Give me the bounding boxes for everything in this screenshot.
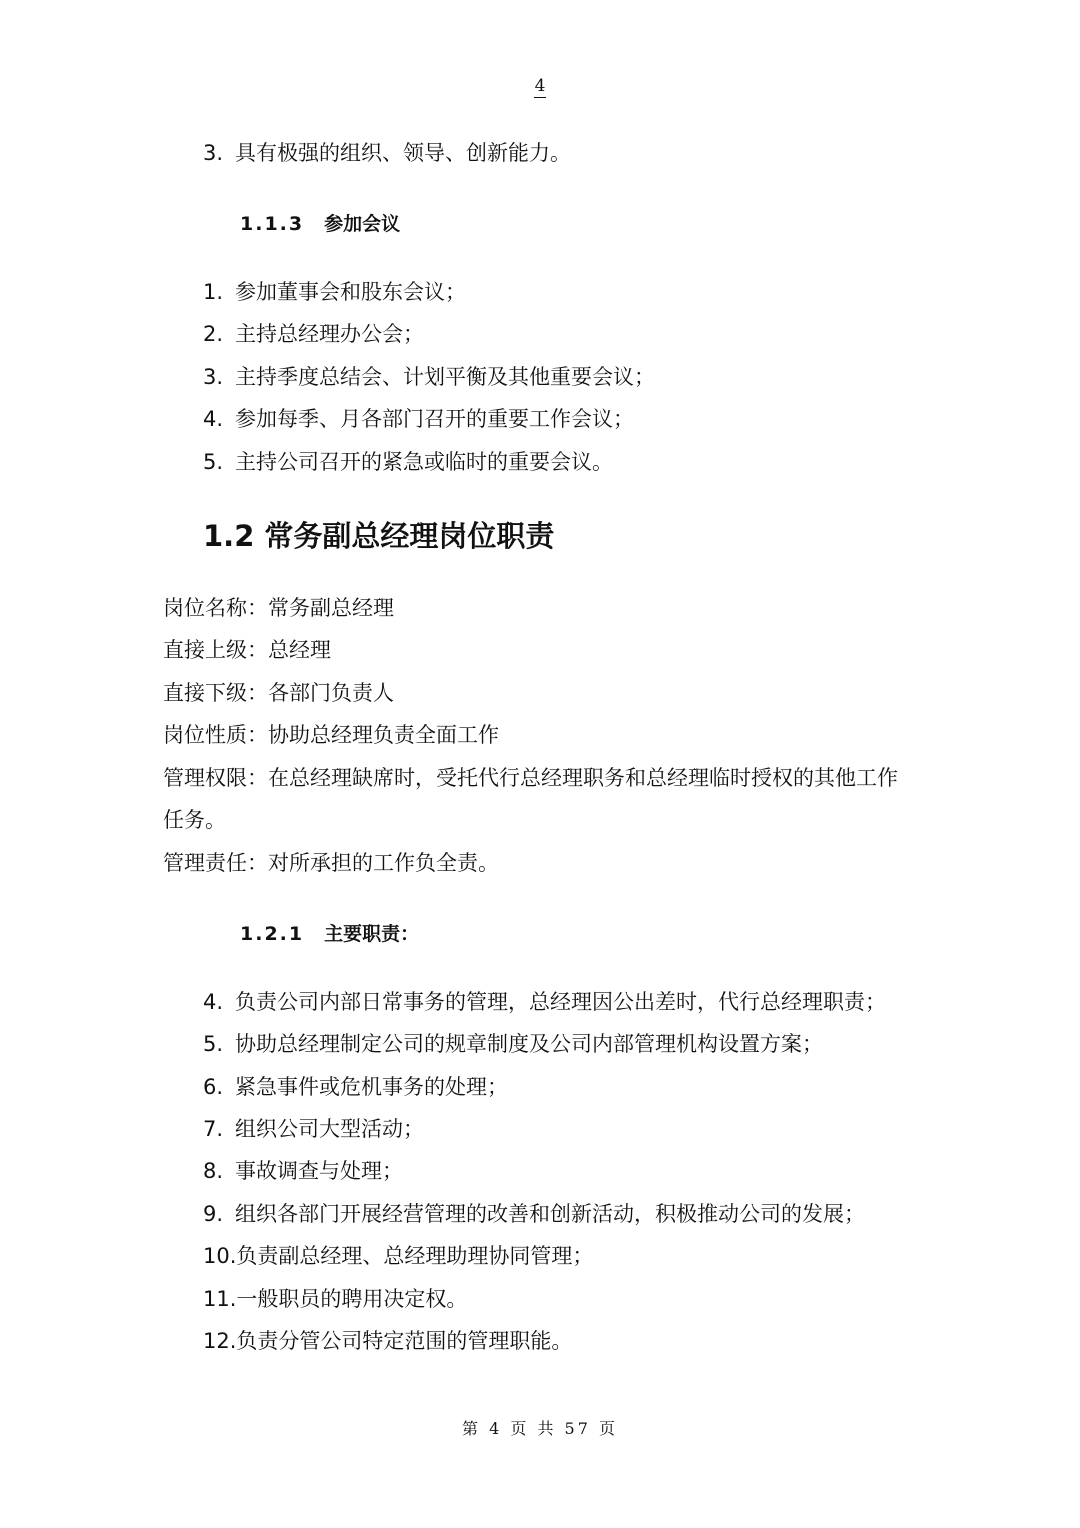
info-line-responsibility: 管理责任：对所承担的工作负全责。: [163, 851, 499, 875]
list-item: [203, 320, 424, 348]
list-item-number: 5.: [203, 1032, 224, 1056]
list-item-number: 8.: [203, 1159, 224, 1183]
list-item: [203, 988, 886, 1016]
info-line-authority-continued: 任务。: [163, 808, 226, 832]
list-item-number: 6.: [203, 1075, 224, 1099]
list-item: [203, 405, 634, 433]
list-item: [203, 1200, 865, 1228]
list-item-text: 负责副总经理、总经理助理协同管理；: [236, 1244, 594, 1268]
list-item-number: 9.: [203, 1202, 224, 1226]
list-item: [203, 139, 571, 167]
list-item-number: 11.: [203, 1287, 237, 1311]
list-item: [203, 1157, 403, 1185]
list-item-number: 3.: [203, 141, 224, 165]
list-item-text: 参加每季、月各部门召开的重要工作会议；: [235, 407, 634, 431]
list-item-number: 5.: [203, 450, 224, 474]
list-item-number: 7.: [203, 1117, 224, 1141]
list-item: [203, 363, 655, 391]
section-number: 1.2: [203, 519, 255, 553]
list-item-text: 负责分管公司特定范围的管理职能。: [236, 1329, 573, 1353]
list-item-number: 4.: [203, 990, 224, 1014]
header-page-number-text: 4: [534, 76, 546, 96]
list-item-text: 组织各部门开展经营管理的改善和创新活动，积极推动公司的发展；: [235, 1202, 865, 1226]
list-item-text: 主持总经理办公会；: [235, 322, 424, 346]
list-item: [203, 1242, 593, 1270]
list-item-text: 参加董事会和股东会议；: [235, 280, 466, 304]
subsection-title: 参加会议: [324, 213, 401, 235]
list-item-text: 主持季度总结会、计划平衡及其他重要会议；: [235, 365, 655, 389]
list-item: [203, 1285, 467, 1313]
header-page-number: [0, 76, 1080, 96]
list-item-text: 组织公司大型活动；: [235, 1117, 424, 1141]
footer-page-indicator: 第 4 页 共 57 页: [462, 1419, 618, 1438]
list-item-text: 紧急事件或危机事务的处理；: [235, 1075, 508, 1099]
info-line-direct-subordinate: 直接下级：各部门负责人: [163, 681, 394, 705]
list-item: [203, 1327, 572, 1355]
section-heading-1-2: [203, 514, 554, 555]
list-item-number: 2.: [203, 322, 224, 346]
list-item-number: 3.: [203, 365, 224, 389]
info-line-position-nature: 岗位性质：协助总经理负责全面工作: [163, 723, 499, 747]
list-item: [203, 1030, 823, 1058]
list-item-text: 一般职员的聘用决定权。: [236, 1287, 468, 1311]
subsection-number: 1.1.3: [240, 213, 305, 235]
list-item: [203, 448, 613, 476]
info-line-position-name: 岗位名称：常务副总经理: [163, 596, 394, 620]
list-item: [203, 278, 466, 306]
list-item-number: 4.: [203, 407, 224, 431]
section-title: 常务副总经理岗位职责: [264, 519, 555, 553]
list-item-number: 1.: [203, 280, 224, 304]
list-item-number: 10.: [203, 1244, 237, 1268]
list-item: [203, 1115, 424, 1143]
list-item-text: 协助总经理制定公司的规章制度及公司内部管理机构设置方案；: [235, 1032, 823, 1056]
subsection-number: 1.2.1: [240, 923, 305, 945]
subsection-heading-1-2-1: [240, 919, 419, 946]
list-item-text: 负责公司内部日常事务的管理，总经理因公出差时，代行总经理职责；: [235, 990, 886, 1014]
info-line-authority: 管理权限：在总经理缺席时，受托代行总经理职务和总经理临时授权的其他工作: [163, 766, 898, 790]
subsection-heading-1-1-3: [240, 209, 400, 236]
info-line-direct-superior: 直接上级：总经理: [163, 638, 331, 662]
list-item: [203, 1073, 508, 1101]
list-item-text: 具有极强的组织、领导、创新能力。: [235, 141, 571, 165]
list-item-number: 12.: [203, 1329, 237, 1353]
subsection-title: 主要职责：: [324, 923, 420, 945]
list-item-text: 事故调查与处理；: [235, 1159, 403, 1183]
list-item-text: 主持公司召开的紧急或临时的重要会议。: [235, 450, 613, 474]
